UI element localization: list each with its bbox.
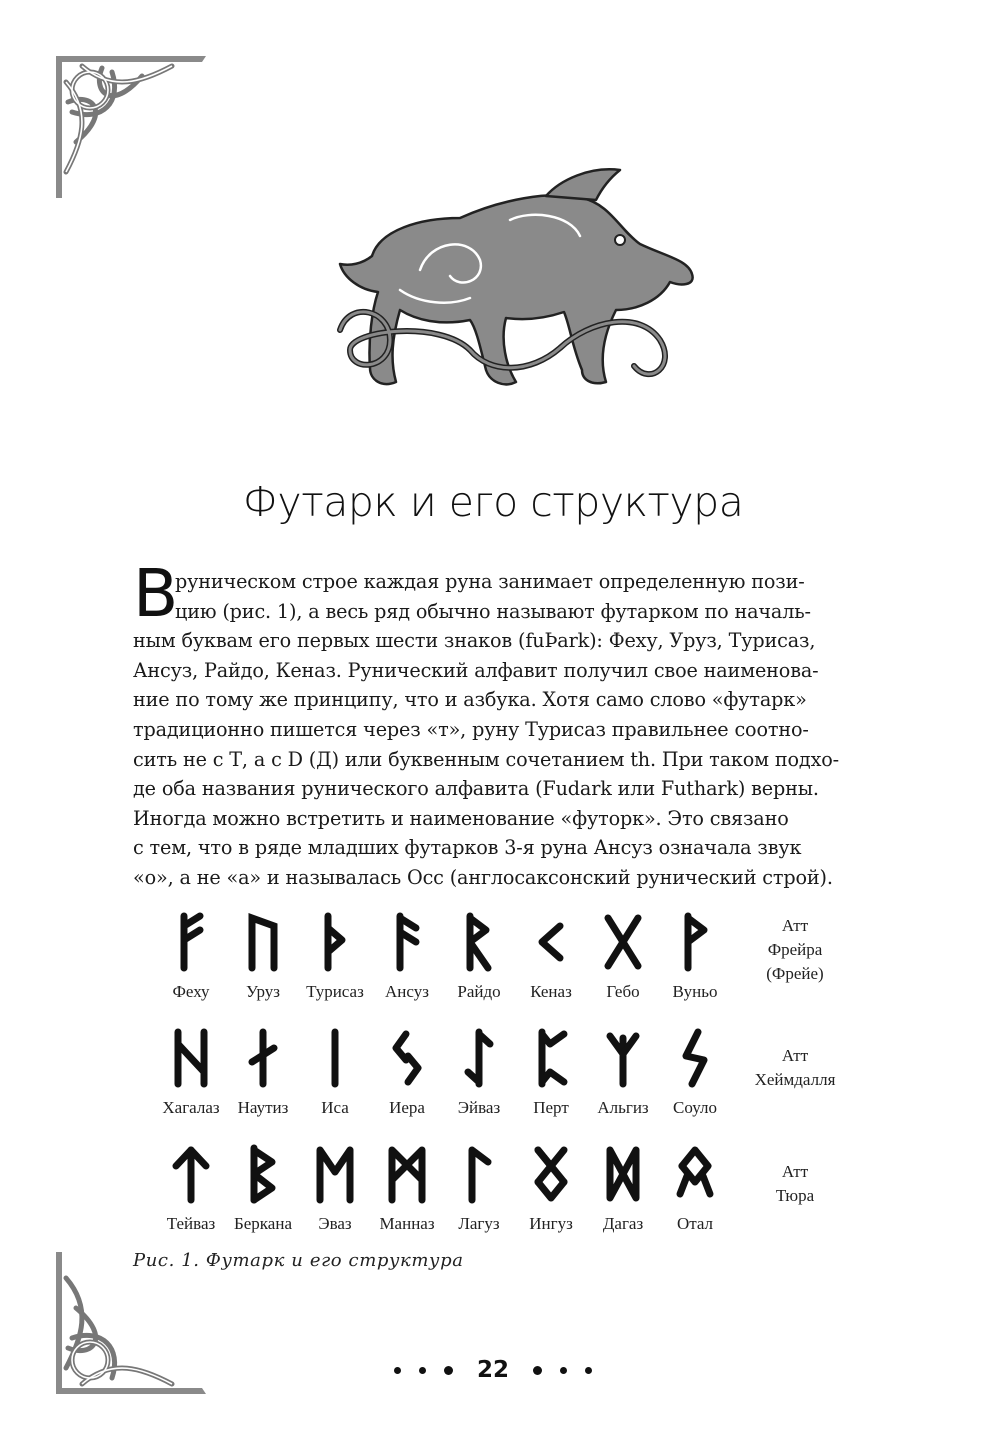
rune-name: Беркана [234, 1214, 292, 1233]
paragraph-line: де оба названия рунического алфавита (Fudark или Futhark) верны. [133, 777, 819, 801]
rune-row-tyr [150, 1132, 850, 1248]
rune-cell [654, 1016, 736, 1126]
att-label-line: (Фрейе) [766, 964, 824, 983]
rune-name: Ансуз [385, 982, 429, 1001]
inguz-rune-icon [530, 1144, 572, 1204]
mannaz-rune-icon [386, 1144, 428, 1204]
nauthiz-rune-icon [242, 1028, 284, 1088]
rune-name: Иса [321, 1098, 349, 1117]
paragraph-line: ным буквам его первых шести знаков (fuÞark): Феху, Уруз, Турисаз, [133, 629, 816, 653]
rune-name: Лагуз [458, 1214, 500, 1233]
rune-name: Тейваз [166, 1214, 216, 1233]
rune-name: Уруз [245, 982, 281, 1001]
rune-name: Райдо [457, 982, 501, 1001]
rune-name: Отал [676, 1214, 714, 1233]
celtic-corner-ornament-top [52, 52, 210, 202]
paragraph-line: сить не с Т, а с D (Д) или буквенным сочетанием th. При таком подхо- [133, 747, 839, 771]
rune-name: Манназ [379, 1214, 435, 1233]
rune-name: Эваз [318, 1214, 352, 1233]
ehwaz-rune-icon [314, 1144, 356, 1204]
fehu-rune-icon [170, 912, 212, 972]
perthro-rune-icon [530, 1028, 572, 1088]
rune-name: Кеназ [530, 982, 572, 1001]
rune-name: Ингуз [529, 1214, 573, 1233]
rune-name: Хагалаз [162, 1098, 220, 1117]
paragraph-line: «о», а не «а» и называлась Осс (англосаксонский рунический строй). [133, 865, 833, 889]
att-label-freyr [740, 914, 850, 986]
att-label-line: Тюра [775, 1186, 815, 1205]
rune-name: Наутиз [237, 1098, 289, 1117]
rune-name: Эйваз [457, 1098, 501, 1117]
rune-row-freyr [150, 900, 850, 1016]
uruz-rune-icon [242, 912, 284, 972]
berkana-rune-icon [242, 1144, 284, 1204]
thurisaz-rune-icon [314, 912, 356, 972]
bullet-icon [560, 1367, 567, 1374]
bullet-icon [394, 1367, 401, 1374]
bullet-icon [444, 1366, 453, 1375]
body-paragraph [133, 555, 863, 893]
figure-caption: Рис. 1. Футарк и его структура [133, 1250, 464, 1271]
kenaz-rune-icon [530, 912, 572, 972]
att-label-line: Атт [781, 1162, 809, 1181]
att-label-line: Фрейра [767, 940, 823, 959]
sowilo-rune-icon [674, 1028, 716, 1088]
tiwaz-rune-icon [170, 1144, 212, 1204]
algiz-rune-icon [602, 1028, 644, 1088]
rune-name: Альгиз [597, 1098, 649, 1117]
rune-name: Турисаз [306, 982, 364, 1001]
gebo-rune-icon [602, 912, 644, 972]
rune-name: Перт [533, 1098, 569, 1117]
rune-name: Дагаз [602, 1214, 644, 1233]
isa-rune-icon [314, 1028, 356, 1088]
att-label-line: Хеймдалля [754, 1070, 836, 1089]
paragraph-line: цию (рис. 1), а весь ряд обычно называют футарком по началь- [175, 599, 811, 623]
celtic-boar-illustration [320, 160, 700, 410]
section-title: Футарк и его структура [242, 478, 744, 526]
paragraph-line: Иногда можно встретить и наименование «футорк». Это связано [133, 806, 789, 830]
dagaz-rune-icon [602, 1144, 644, 1204]
laguz-rune-icon [458, 1144, 500, 1204]
page-number: 22 [476, 1357, 509, 1383]
wunjo-rune-icon [674, 912, 716, 972]
drop-cap: В [133, 555, 179, 632]
rune-name: Иера [389, 1098, 425, 1117]
rune-name: Феху [172, 982, 210, 1001]
jera-rune-icon [386, 1028, 428, 1088]
att-label-heimdall [740, 1044, 850, 1092]
rune-name: Гебо [606, 982, 640, 1001]
att-label-line: Атт [781, 1046, 809, 1065]
paragraph-line: руническом строе каждая руна занимает определенную пози- [175, 570, 805, 593]
page-footer [0, 1352, 986, 1388]
bullet-icon [585, 1367, 592, 1374]
hagalaz-rune-icon [170, 1028, 212, 1088]
rune-name: Вуньо [672, 982, 718, 1001]
raido-rune-icon [458, 912, 500, 972]
rune-name: Соуло [673, 1098, 717, 1117]
paragraph-line: ние по тому же принципу, что и азбука. Хотя само слово «футарк» [133, 688, 807, 712]
att-label-tyr [740, 1160, 850, 1208]
att-label-line: Атт [781, 916, 809, 935]
rune-row-heimdall [150, 1016, 850, 1132]
eihwaz-rune-icon [458, 1028, 500, 1088]
paragraph-line: традиционно пишется через «т», руну Турисаз правильнее соотно- [133, 717, 809, 741]
futhark-rune-table [150, 900, 850, 1250]
othala-rune-icon [674, 1144, 716, 1204]
rune-cell [654, 900, 736, 1010]
bullet-icon [533, 1366, 542, 1375]
paragraph-line: Ансуз, Райдо, Кеназ. Рунический алфавит получил свое наименова- [133, 658, 819, 682]
paragraph-line: с тем, что в ряде младших футарков 3-я руна Ансуз означала звук [133, 836, 802, 860]
ansuz-rune-icon [386, 912, 428, 972]
rune-cell [654, 1132, 736, 1242]
bullet-icon [419, 1367, 426, 1374]
